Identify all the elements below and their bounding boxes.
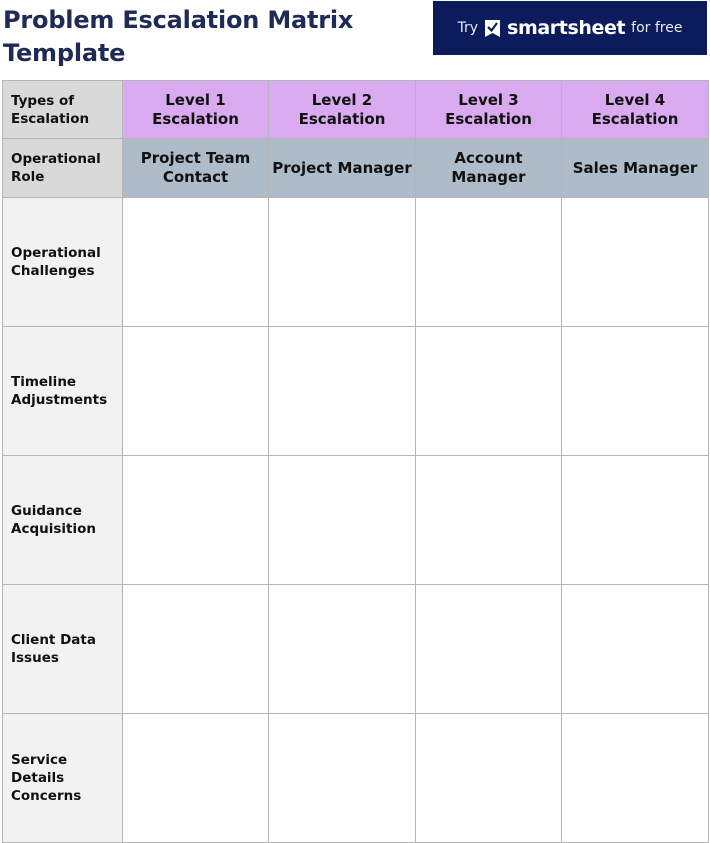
table-row bbox=[3, 714, 709, 843]
row-label-service-details-concerns: Service Details Concerns bbox=[3, 714, 123, 843]
matrix-cell[interactable] bbox=[416, 198, 562, 327]
row-label-client-data-issues: Client Data Issues bbox=[3, 585, 123, 714]
table-row bbox=[3, 456, 709, 585]
row-label-guidance-acquisition: Guidance Acquisition bbox=[3, 456, 123, 585]
row-label-timeline-adjustments: Timeline Adjustments bbox=[3, 327, 123, 456]
table-row bbox=[3, 585, 709, 714]
matrix-cell[interactable] bbox=[123, 198, 269, 327]
header-row-label: Types of Escalation bbox=[3, 81, 123, 139]
matrix-cell[interactable] bbox=[416, 585, 562, 714]
matrix-cell[interactable] bbox=[123, 585, 269, 714]
smartsheet-check-icon bbox=[484, 19, 501, 38]
level-1-header: Level 1 Escalation bbox=[123, 81, 269, 139]
matrix-cell[interactable] bbox=[562, 198, 709, 327]
matrix-cell[interactable] bbox=[123, 327, 269, 456]
promo-brand-text: smartsheet bbox=[507, 17, 626, 39]
matrix-cell[interactable] bbox=[269, 585, 416, 714]
matrix-cell[interactable] bbox=[269, 456, 416, 585]
matrix-cell[interactable] bbox=[123, 714, 269, 843]
table-row bbox=[3, 198, 709, 327]
matrix-cell[interactable] bbox=[562, 585, 709, 714]
role-row-label: Operational Role bbox=[3, 139, 123, 198]
table-row bbox=[3, 327, 709, 456]
matrix-cell[interactable] bbox=[269, 714, 416, 843]
matrix-cell[interactable] bbox=[416, 456, 562, 585]
page-title: Problem Escalation Matrix Template bbox=[3, 6, 354, 67]
role-level-1: Project Team Contact bbox=[123, 139, 269, 198]
matrix-cell[interactable] bbox=[416, 327, 562, 456]
level-3-header: Level 3 Escalation bbox=[416, 81, 562, 139]
promo-free-text: for free bbox=[631, 20, 683, 36]
role-level-4: Sales Manager bbox=[562, 139, 709, 198]
matrix-cell[interactable] bbox=[269, 327, 416, 456]
promo-try-text: Try bbox=[457, 20, 479, 36]
level-header-row bbox=[3, 81, 709, 139]
level-2-header: Level 2 Escalation bbox=[269, 81, 416, 139]
try-smartsheet-button[interactable] bbox=[433, 1, 707, 55]
matrix-cell[interactable] bbox=[269, 198, 416, 327]
role-level-3: Account Manager bbox=[416, 139, 562, 198]
role-header-row bbox=[3, 139, 709, 198]
matrix-cell[interactable] bbox=[562, 714, 709, 843]
matrix-cell[interactable] bbox=[416, 714, 562, 843]
role-level-2: Project Manager bbox=[269, 139, 416, 198]
matrix-cell[interactable] bbox=[562, 456, 709, 585]
level-4-header: Level 4 Escalation bbox=[562, 81, 709, 139]
matrix-cell[interactable] bbox=[562, 327, 709, 456]
row-label-operational-challenges: Operational Challenges bbox=[3, 198, 123, 327]
matrix-cell[interactable] bbox=[123, 456, 269, 585]
escalation-matrix-table bbox=[2, 80, 709, 843]
